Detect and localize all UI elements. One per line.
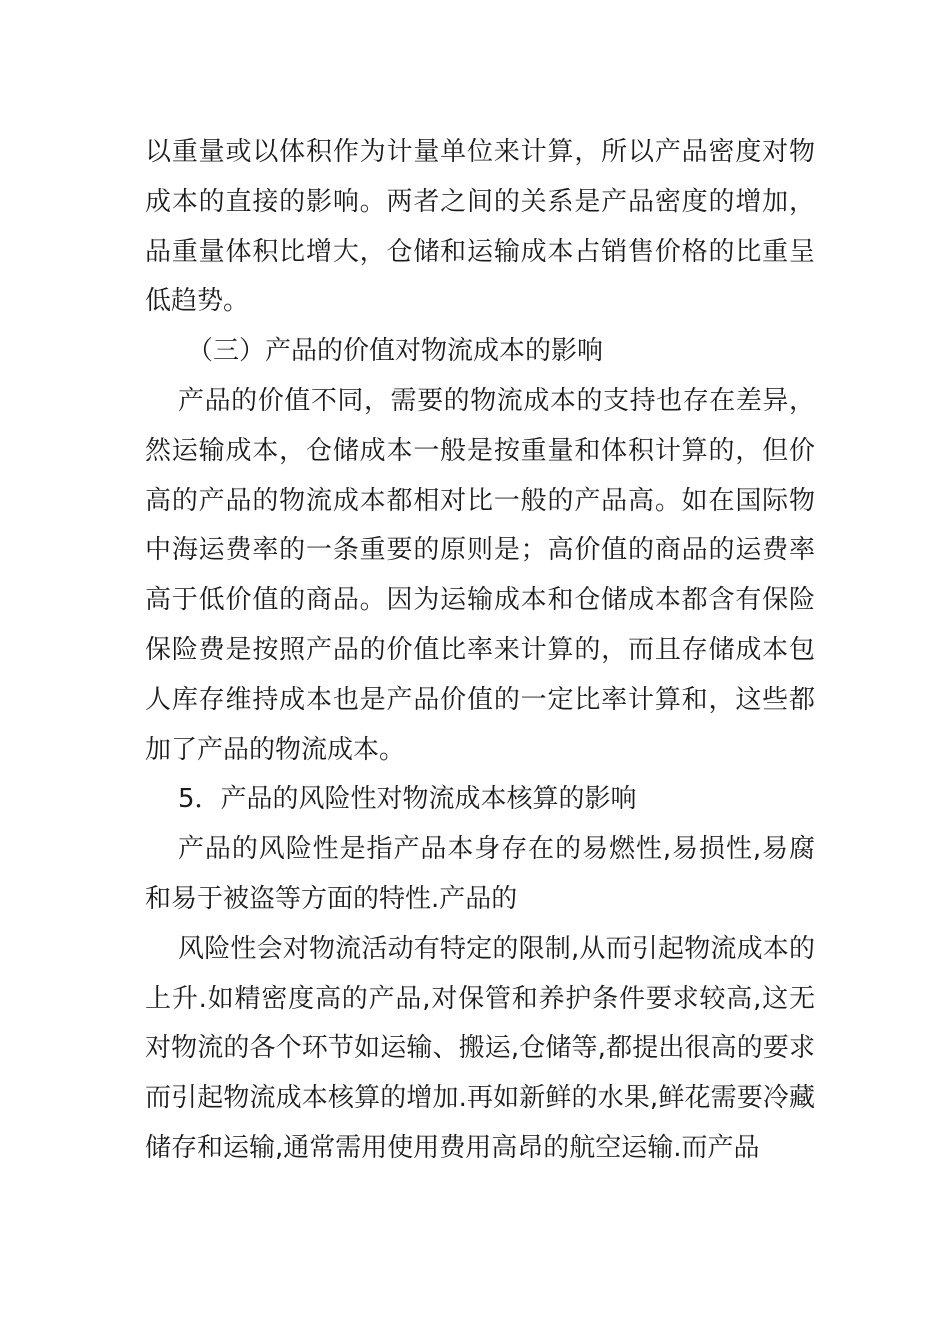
text-line: 产品的价值不同，需要的物流成本的支持也存在差异， <box>178 385 815 416</box>
text-line: 产品的风险性是指产品本身存在的易燃性,易损性,易腐 <box>178 834 815 865</box>
text-line: 风险性会对物流活动有特定的限制,从而引起物流成本的 <box>178 933 815 964</box>
text-line: 高于低价值的商品。因为运输成本和仓储成本都含有保险 <box>145 585 815 616</box>
text-line: 保险费是按照产品的价值比率来计算的，而且存储成本包 <box>145 634 815 665</box>
text-line: 高的产品的物流成本都相对比一般的产品高。如在国际物 <box>145 485 815 516</box>
section-heading: 5．产品的风险性对物流成本核算的影响 <box>178 784 637 815</box>
text-line: 对物流的各个环节如运输、搬运,仓储等,都提出很高的要求 <box>145 1033 815 1064</box>
text-line: 而引起物流成本核算的增加.再如新鲜的水果,鲜花需要冷藏 <box>145 1083 815 1114</box>
text-line: 低趋势。 <box>145 286 250 317</box>
text-line: 上升.如精密度高的产品,对保管和养护条件要求较高,这无 <box>145 983 815 1014</box>
text-line: 储存和运输,通常需用使用费用高昂的航空运输.而产品 <box>145 1132 760 1163</box>
text-line: 成本的直接的影响。两者之间的关系是产品密度的增加， <box>145 186 815 217</box>
text-line: 以重量或以体积作为计量单位来计算，所以产品密度对物 <box>145 137 815 167</box>
text-line: 和易于被盗等方面的特性.产品的 <box>145 883 518 914</box>
text-line: 品重量体积比增大，仓储和运输成本占销售价格的比重呈 <box>145 236 815 267</box>
text-line: 加了产品的物流成本。 <box>145 734 406 765</box>
body-text <box>145 128 815 1174</box>
text-line: 人库存维持成本也是产品价值的一定比率计算和，这些都 <box>145 684 815 715</box>
text-line: 中海运费率的一条重要的原则是；高价值的商品的运费率 <box>145 535 815 566</box>
text-line: 然运输成本，仓储成本一般是按重量和体积计算的，但价 <box>145 435 815 466</box>
section-heading: （三）产品的价值对物流成本的影响 <box>187 336 604 367</box>
